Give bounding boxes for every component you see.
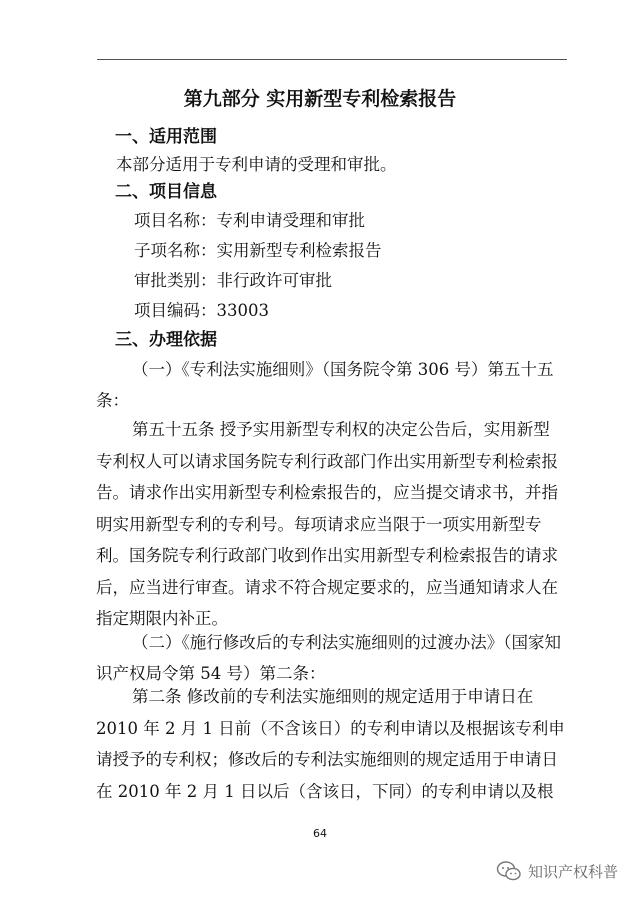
basis-citation-2: （二）《施行修改后的专利法实施细则的过渡办法》（国家知识产权局令第 54 号）第二条： [96, 633, 561, 683]
section-heading-scope: 一、适用范围 [115, 127, 217, 147]
basis-citation-1: （一）《专利法实施细则》（国务院令第 306 号）第五十五条： [96, 360, 554, 410]
info-item: 项目名称：专利申请受理和审批 [134, 211, 365, 230]
wechat-icon [496, 860, 522, 882]
info-item: 子项名称：实用新型专利检索报告 [134, 241, 382, 260]
section-heading-info: 二、项目信息 [115, 182, 217, 202]
info-item: 项目编码：33003 [134, 301, 269, 320]
scope-text: 本部分适用于专利申请的受理和审批。 [116, 155, 397, 174]
article-text: 第二条 修改前的专利法实施细则的规定适用于申请日在 2010 年 2 月 1 日前（不含该日）的专利申请以及根据该专利申请授予的专利权；修改后的专利法实施细则的规定适用于申请日在 2010 年 2 月 1 日以后（含该日，下同）的专利申请以及根 [96, 687, 565, 801]
header-rule [97, 59, 567, 60]
page-title: 第九部分 实用新型专利检索报告 [183, 88, 457, 110]
info-item: 审批类别：非行政许可审批 [134, 271, 332, 290]
watermark-text: 知识产权科普 [527, 862, 618, 881]
section-heading-basis: 三、办理依据 [115, 330, 217, 350]
article-55-paragraph [96, 414, 566, 635]
article-2-paragraph [96, 681, 566, 807]
article-text: 第五十五条 授予实用新型专利权的决定公告后，实用新型专利权人可以请求国务院专利行政部门作出实用新型专利检索报告。请求作出实用新型专利检索报告的，应当提交请求书，并指明实用新型专利的专利号。每项请求应当限于一项实用新型专利。国务院专利行政部门收到作出实用新型专利检索报告的请求后，应当进行审查。请求不符合规定要求的，应当通知请求人在指定期限内补正。 [96, 420, 558, 628]
watermark [496, 860, 618, 882]
page-number: 64 [313, 827, 327, 840]
